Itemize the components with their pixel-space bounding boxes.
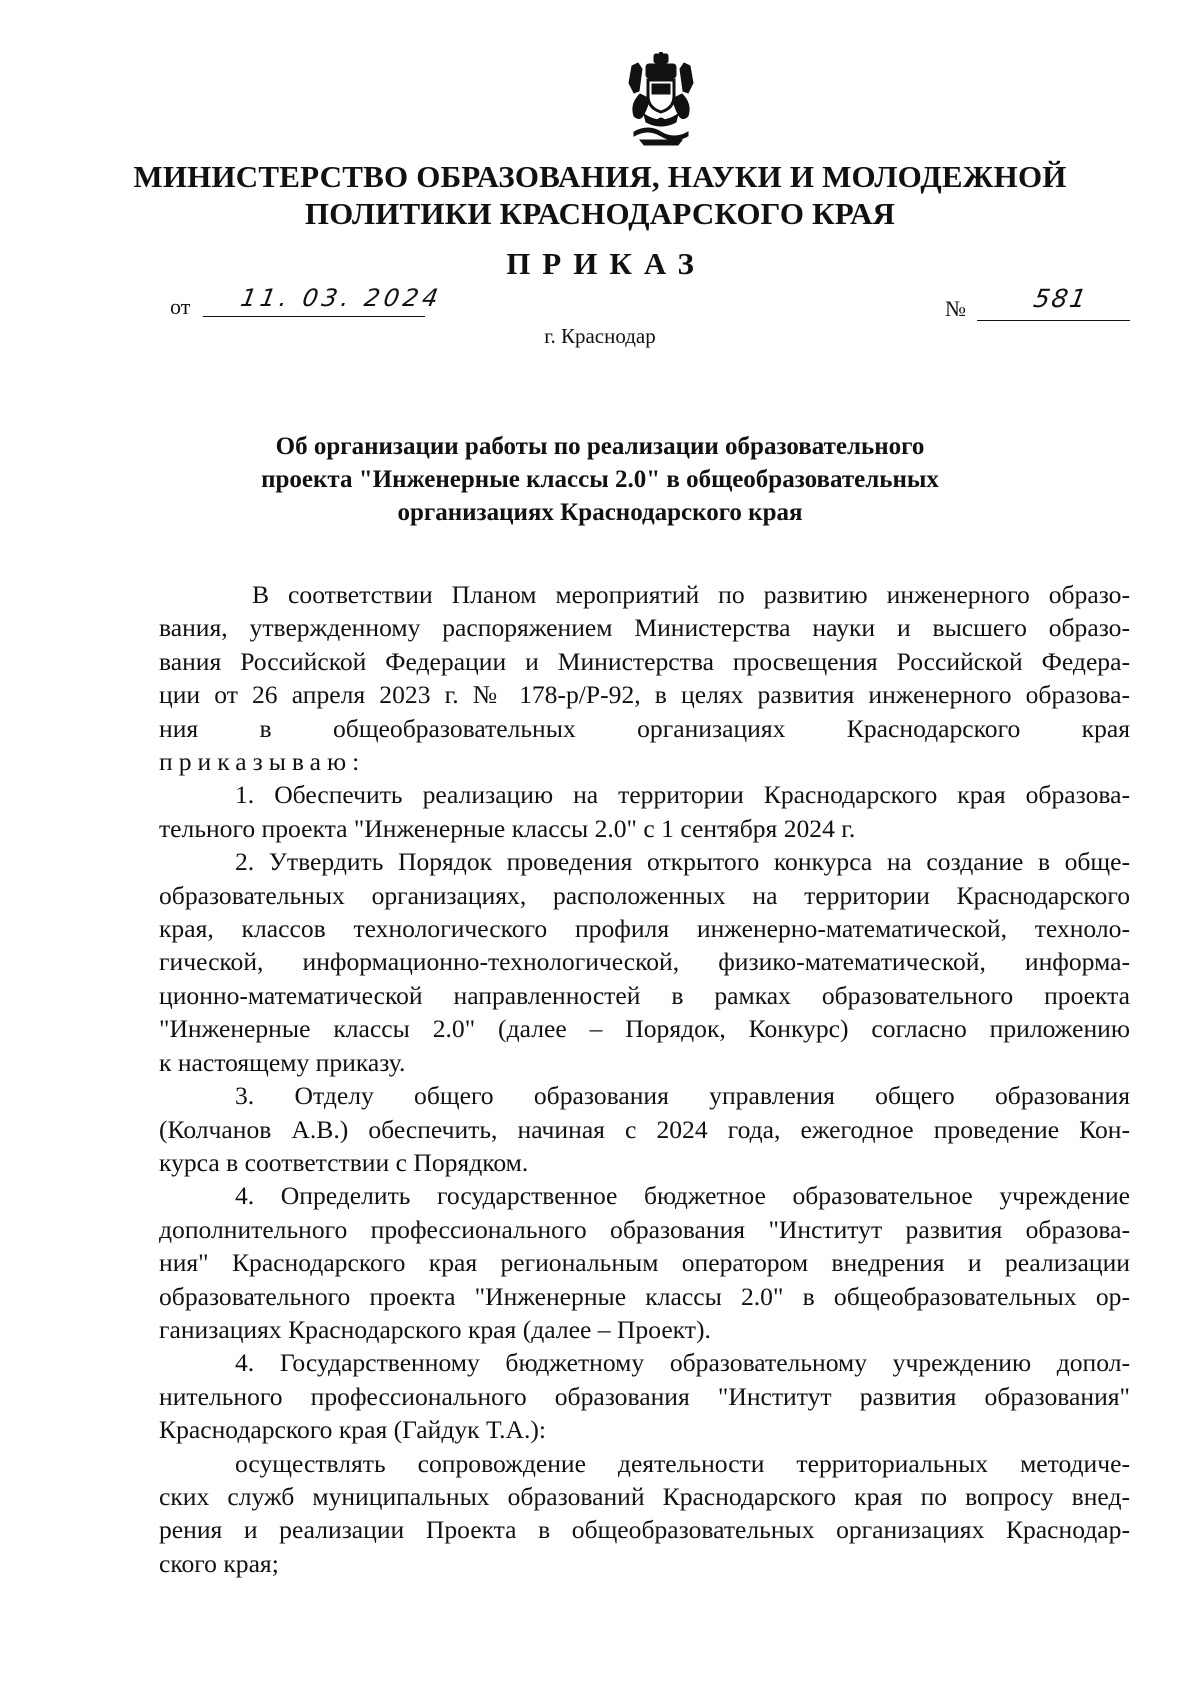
body-line: курса в соответствии с Порядком. [159,1147,529,1177]
date-label: от [170,294,191,319]
date-underline [203,316,425,317]
body-line: рения и реализации Проекта в общеобразовательных организациях Краснодар- [159,1515,1130,1545]
city: г. Краснодар [544,324,656,348]
body-line: (Колчанов А.В.) обеспечить, начиная с 2024 года, ежегодное проведение Кон- [159,1114,1130,1144]
body-line: ния" Краснодарского края региональным оператором внедрения и реализации [159,1248,1130,1278]
body-line: гической, информационно-технологической, физико-математической, информа- [159,947,1130,977]
document-type-heading: ПРИКАЗ [506,246,706,281]
body-line: образовательного проекта "Инженерные классы 2.0" в общеобразовательных ор- [159,1281,1130,1311]
body-line: образовательных организациях, расположенных на территории Краснодарского [159,880,1130,910]
body-line: 3. Отделу общего образования управления общего образования [235,1081,1130,1111]
body-line: 4. Государственному бюджетному образовательному учреждению допол- [235,1348,1130,1378]
number-underline [977,320,1130,321]
date-value: 11. 03. 2024 [238,284,445,312]
body-line: ции от 26 апреля 2023 г. № 178-р/Р-92, в целях развития инженерного образова- [159,680,1130,710]
body-line: осуществлять сопровождение деятельности территориальных методиче- [235,1448,1130,1478]
body-line: вания Российской Федерации и Министерства просвещения Российской Федера- [159,646,1130,676]
body-line: В соответствии Планом мероприятий по развитию инженерного образо- [252,580,1130,609]
body-line: Краснодарского края (Гайдук Т.А.): [159,1415,547,1445]
title-line: Об организации работы по реализации образовательного [275,433,925,460]
body-line: к настоящему приказу. [159,1047,406,1077]
body-line: 1. Обеспечить реализацию на территории Краснодарского края образова- [235,780,1130,810]
body-line: ских служб муниципальных образований Краснодарского края по вопросу внед- [159,1481,1130,1511]
title-line: проекта "Инженерные классы 2.0" в общеобразовательных [261,466,939,493]
body-line: "Инженерные классы 2.0" (далее – Порядок, Конкурс) согласно приложению [159,1014,1130,1044]
body-line: 2. Утвердить Порядок проведения открытого конкурса на создание в обще- [235,847,1130,877]
body-line: ния в общеобразовательных организациях Краснодарского края [159,713,1130,743]
body-line: тельного проекта "Инженерные классы 2.0" с 1 сентября 2024 г. [159,813,856,843]
body-line: ганизациях Краснодарского края (далее – Проект). [159,1314,711,1344]
ministry-line: МИНИСТЕРСТВО ОБРАЗОВАНИЯ, НАУКИ И МОЛОДЕЖНОЙ [133,159,1067,194]
body-line: приказываю: [159,747,366,777]
coat-of-arms-icon [618,52,704,148]
body-line: нительного профессионального образования "Институт развития образования" [159,1381,1130,1411]
body-line: края, классов технологического профиля инженерно-математической, техноло- [159,914,1130,944]
ministry-name [0,158,1200,232]
body-line: дополнительного профессионального образования "Институт развития образова- [159,1214,1130,1244]
title-line: организациях Краснодарского края [397,499,803,526]
document-body [159,578,1130,1580]
ministry-line: ПОЛИТИКИ КРАСНОДАРСКОГО КРАЯ [304,196,896,231]
body-line: ского края; [159,1548,279,1578]
number-label: № [945,296,966,321]
document-title [0,430,1200,529]
number-value: 581 [1031,284,1091,313]
body-line: вания, утвержденному распоряжением Министерства науки и высшего образо- [159,613,1130,643]
body-line: ционно-математической направленностей в рамках образовательного проекта [159,980,1130,1010]
body-line: 4. Определить государственное бюджетное образовательное учреждение [235,1181,1130,1211]
